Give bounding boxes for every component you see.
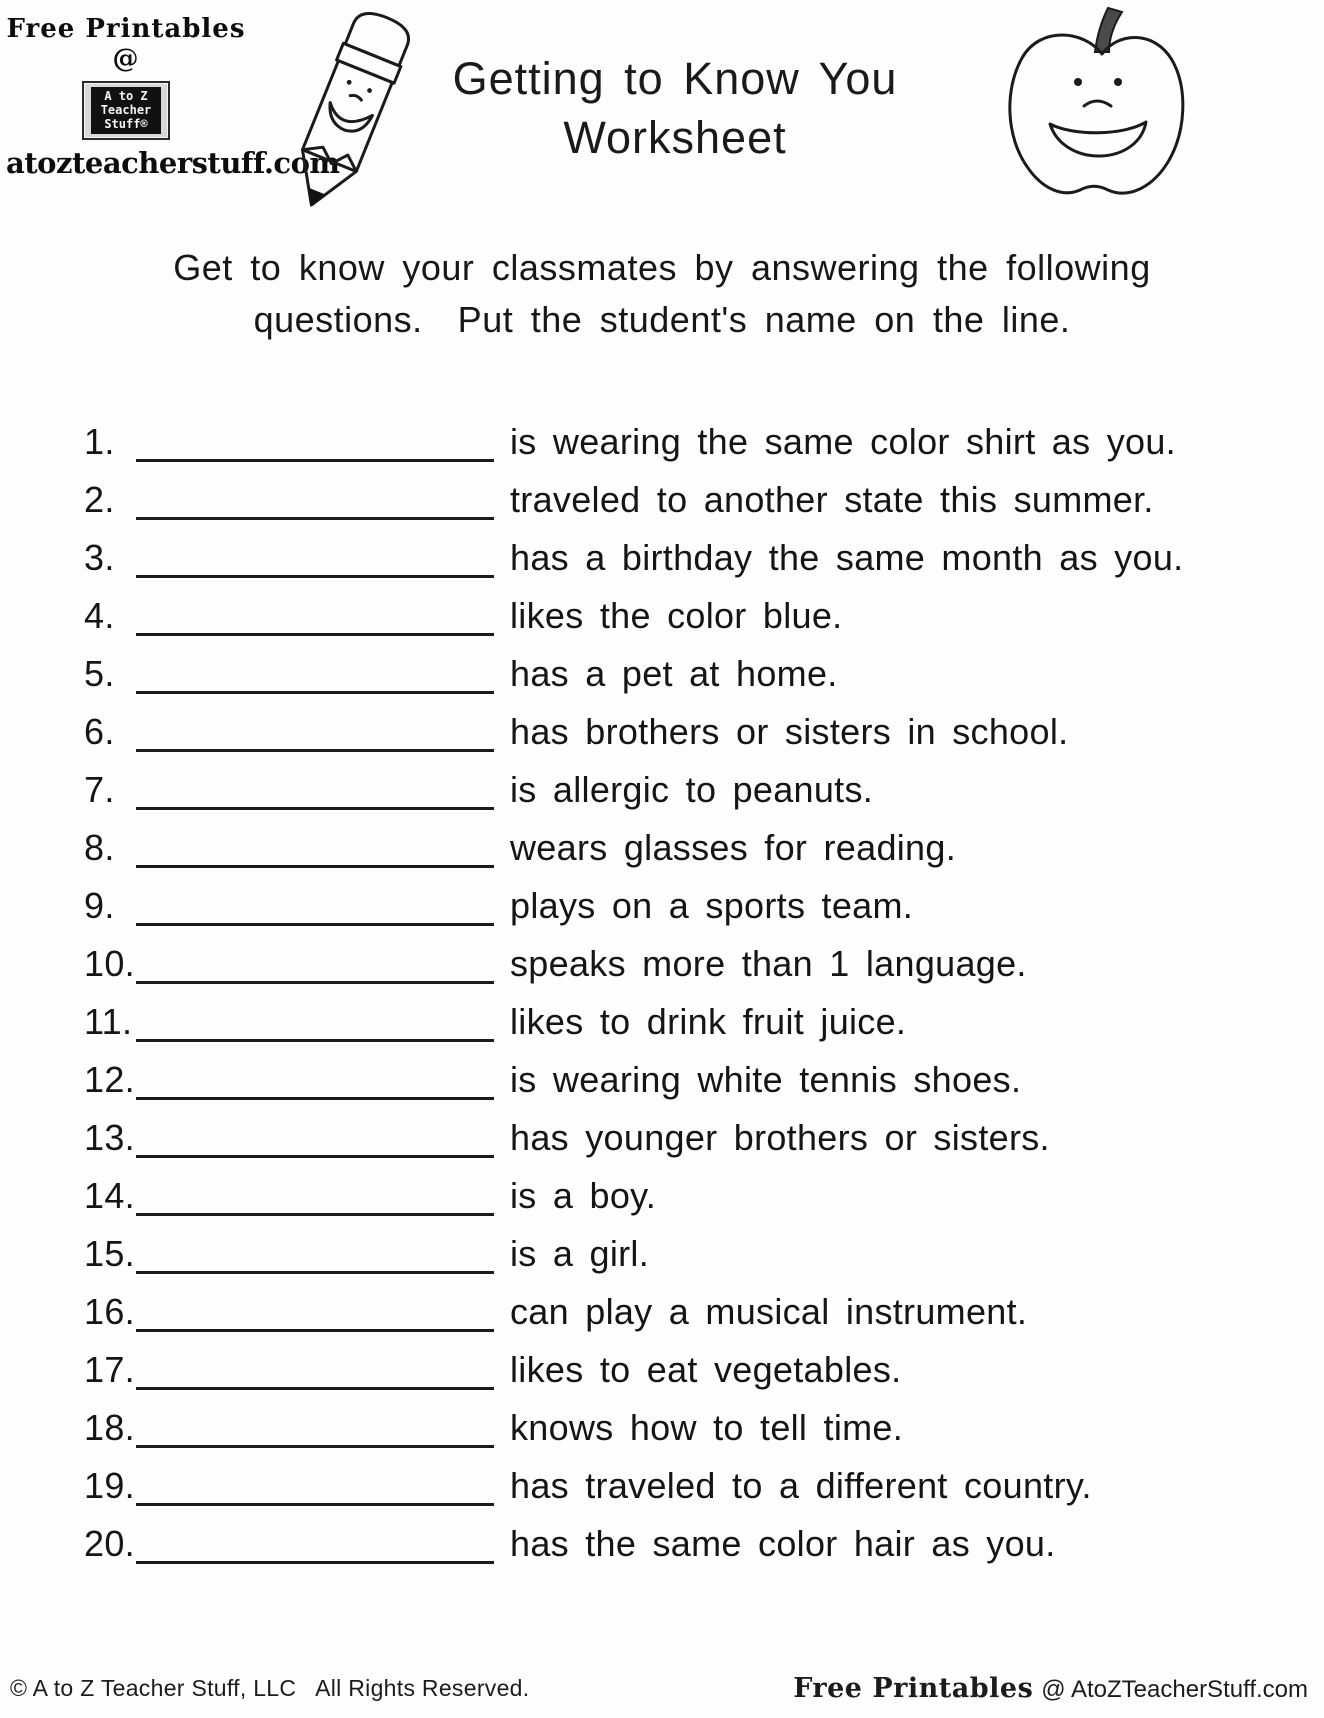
- pencil-icon: [258, 6, 436, 233]
- question-text: knows how to tell time.: [510, 1407, 904, 1448]
- question-row: [84, 1506, 1294, 1564]
- name-blank-line: [136, 1009, 494, 1042]
- name-blank-line: [136, 1183, 494, 1216]
- question-text: traveled to another state this summer.: [510, 479, 1154, 520]
- question-row: [84, 1216, 1294, 1274]
- question-text: is a boy.: [510, 1175, 657, 1216]
- question-row: [84, 984, 1294, 1042]
- name-blank-line: [136, 1125, 494, 1158]
- name-blank-line: [136, 1357, 494, 1390]
- question-row: [84, 1042, 1294, 1100]
- question-text: is wearing the same color shirt as you.: [510, 421, 1176, 462]
- question-number: 13.: [84, 1117, 135, 1158]
- question-text: has a birthday the same month as you.: [510, 537, 1184, 578]
- question-text: can play a musical instrument.: [510, 1291, 1028, 1332]
- logo-line-1: A to Z: [104, 89, 148, 103]
- question-number: 19.: [84, 1465, 135, 1506]
- site-url-text: atozteacherstuff.com: [6, 146, 340, 181]
- name-blank-line: [136, 487, 494, 520]
- name-blank-line: [136, 719, 494, 752]
- question-number: 12.: [84, 1059, 135, 1100]
- question-row: [84, 1390, 1294, 1448]
- question-number: 4.: [84, 595, 115, 636]
- name-blank-line: [136, 1531, 494, 1564]
- logo-line-2: Teacher: [100, 102, 152, 117]
- question-row: [84, 868, 1294, 926]
- instructions-line-2: questions. Put the student's name on the line.: [253, 299, 1071, 340]
- logo-line-3: Stuff®: [104, 116, 148, 131]
- name-blank-line: [136, 1241, 494, 1274]
- question-row: [84, 1158, 1294, 1216]
- question-row: [84, 810, 1294, 868]
- question-number: 10.: [84, 943, 135, 984]
- name-blank-line: [136, 1299, 494, 1332]
- question-row: [84, 1332, 1294, 1390]
- question-row: [84, 520, 1294, 578]
- question-text: has younger brothers or sisters.: [510, 1117, 1050, 1158]
- question-text: wears glasses for reading.: [510, 827, 957, 868]
- footer-site-url: @ AtoZTeacherStuff.com: [1041, 1676, 1308, 1703]
- question-number: 6.: [84, 711, 115, 752]
- instructions-text: [0, 242, 1324, 346]
- question-text: likes to drink fruit juice.: [510, 1001, 907, 1042]
- question-row: [84, 694, 1294, 752]
- copyright-text: © A to Z Teacher Stuff, LLC All Rights Reserved.: [10, 1675, 530, 1701]
- question-text: plays on a sports team.: [510, 885, 914, 926]
- question-number: 1.: [84, 421, 115, 462]
- question-text: has a pet at home.: [510, 653, 838, 694]
- name-blank-line: [136, 429, 494, 462]
- question-number: 17.: [84, 1349, 135, 1390]
- logo-text: [91, 87, 162, 134]
- name-blank-line: [136, 777, 494, 810]
- footer-brand: [793, 1673, 1308, 1704]
- question-row: [84, 636, 1294, 694]
- apple-icon: [978, 0, 1218, 217]
- name-blank-line: [136, 835, 494, 868]
- question-row: [84, 462, 1294, 520]
- question-number: 14.: [84, 1175, 135, 1216]
- question-text: has brothers or sisters in school.: [510, 711, 1069, 752]
- brand-block: [6, 14, 340, 181]
- question-text: likes to eat vegetables.: [510, 1349, 902, 1390]
- question-number: 8.: [84, 827, 115, 868]
- atoz-teacher-stuff-logo: [82, 81, 171, 140]
- question-row: [84, 926, 1294, 984]
- name-blank-line: [136, 951, 494, 984]
- question-text: is a girl.: [510, 1233, 650, 1274]
- question-text: has traveled to a different country.: [510, 1465, 1092, 1506]
- page-title: [430, 50, 920, 167]
- free-printables-label: Free Printables @: [6, 14, 246, 74]
- footer-free-printables-label: Free Printables: [793, 1673, 1034, 1704]
- question-row: [84, 1448, 1294, 1506]
- name-blank-line: [136, 603, 494, 636]
- instructions-line-1: Get to know your classmates by answering the following: [173, 247, 1151, 288]
- question-text: speaks more than 1 language.: [510, 943, 1027, 984]
- question-text: likes the color blue.: [510, 595, 843, 636]
- question-row: [84, 1274, 1294, 1332]
- question-number: 18.: [84, 1407, 135, 1448]
- question-number: 5.: [84, 653, 115, 694]
- name-blank-line: [136, 1067, 494, 1100]
- name-blank-line: [136, 661, 494, 694]
- name-blank-line: [136, 1415, 494, 1448]
- question-text: is wearing white tennis shoes.: [510, 1059, 1022, 1100]
- title-line-1: Getting to Know You: [452, 53, 898, 104]
- question-row: [84, 1100, 1294, 1158]
- question-number: 3.: [84, 537, 115, 578]
- name-blank-line: [136, 893, 494, 926]
- question-number: 15.: [84, 1233, 135, 1274]
- question-number: 11.: [84, 1001, 133, 1042]
- question-number: 2.: [84, 479, 115, 520]
- question-list: [84, 404, 1294, 1564]
- question-number: 16.: [84, 1291, 135, 1332]
- question-row: [84, 752, 1294, 810]
- name-blank-line: [136, 545, 494, 578]
- title-line-2: Worksheet: [563, 111, 787, 163]
- question-row: [84, 404, 1294, 462]
- question-number: 20.: [84, 1523, 135, 1564]
- question-number: 7.: [84, 769, 115, 810]
- question-text: is allergic to peanuts.: [510, 769, 874, 810]
- name-blank-line: [136, 1473, 494, 1506]
- question-row: [84, 578, 1294, 636]
- question-text: has the same color hair as you.: [510, 1523, 1056, 1564]
- question-number: 9.: [84, 885, 115, 926]
